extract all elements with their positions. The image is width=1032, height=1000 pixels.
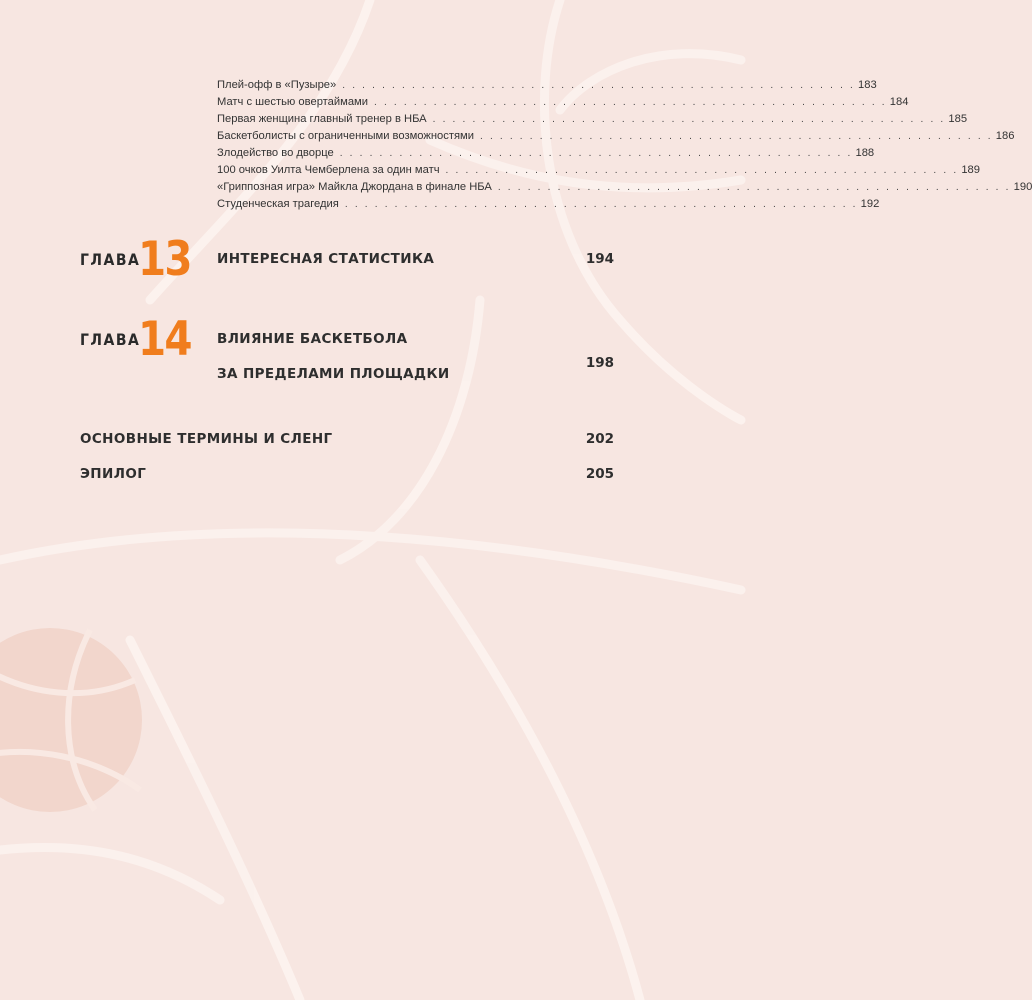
entry-page: 185 [948,113,968,125]
dot-leader: . . . . . . . . . . . . . . . . . . . . . . . . . . . . . . . . . . . . . . . . . . . . . . . . . . . . [374,97,887,108]
chapter-page: 198 [585,355,614,371]
section-title: ЭПИЛОГ [80,466,147,482]
toc-entry[interactable] [217,162,980,179]
dot-leader: . . . . . . . . . . . . . . . . . . . . . . . . . . . . . . . . . . . . . . . . . . . . . . . . . . . . [432,114,946,125]
chapter-number: 14 [138,312,191,367]
chapter-number: 13 [138,232,191,287]
section-page: 205 [585,466,614,482]
dot-leader: . . . . . . . . . . . . . . . . . . . . . . . . . . . . . . . . . . . . . . . . . . . . . . . . . . . . [497,182,1011,193]
dot-leader: . . . . . . . . . . . . . . . . . . . . . . . . . . . . . . . . . . . . . . . . . . . . . . . . . . . . [445,165,959,176]
entry-title: Злодейство во дворце [217,147,334,159]
dot-leader: . . . . . . . . . . . . . . . . . . . . . . . . . . . . . . . . . . . . . . . . . . . . . . . . . . . . [339,148,853,159]
entry-page: 189 [961,164,980,176]
toc-entry[interactable] [217,128,1015,145]
entry-title: 100 очков Уилта Чемберлена за один матч [217,164,440,176]
toc-entry[interactable] [217,77,877,94]
toc-entry[interactable] [217,179,1032,196]
toc-entry[interactable] [217,111,968,128]
entry-page: 184 [889,96,909,108]
dot-leader: . . . . . . . . . . . . . . . . . . . . . . . . . . . . . . . . . . . . . . . . . . . . . . . . . . . . [344,199,858,210]
entry-title: Матч с шестью овертаймами [217,96,368,108]
section-title: ОСНОВНЫЕ ТЕРМИНЫ И СЛЕНГ [80,431,333,447]
entry-title: Плей-офф в «Пузыре» [217,79,337,91]
section-page: 202 [585,431,614,447]
entry-page: 192 [860,198,880,210]
chapter-title-line1: ВЛИЯНИЕ БАСКЕТБОЛА [217,331,408,347]
entry-title: «Гриппозная игра» Майкла Джордана в финале НБА [217,181,492,193]
entry-title: Баскетболисты с ограниченными возможностями [217,130,474,142]
subsection-list [217,77,1032,213]
entry-page: 186 [995,130,1015,142]
chapter-page: 194 [585,251,614,267]
dot-leader: . . . . . . . . . . . . . . . . . . . . . . . . . . . . . . . . . . . . . . . . . . . . . . . . . . . . [479,131,993,142]
toc-entry[interactable] [217,145,875,162]
entry-title: Студенческая трагедия [217,198,339,210]
chapter-word: ГЛАВА [80,331,141,350]
chapter-word: ГЛАВА [80,251,141,270]
entry-page: 190 [1013,181,1032,193]
entry-page: 188 [855,147,875,159]
entry-page: 183 [858,79,877,91]
entry-title: Первая женщина главный тренер в НБА [217,113,427,125]
toc-entry[interactable] [217,94,909,111]
chapter-title-line2: ЗА ПРЕДЕЛАМИ ПЛОЩАДКИ [217,366,450,382]
dot-leader: . . . . . . . . . . . . . . . . . . . . . . . . . . . . . . . . . . . . . . . . . . . . . . . . . . . . [342,80,856,91]
chapter-title: ИНТЕРЕСНАЯ СТАТИСТИКА [217,251,435,267]
toc-entry[interactable] [217,196,880,213]
